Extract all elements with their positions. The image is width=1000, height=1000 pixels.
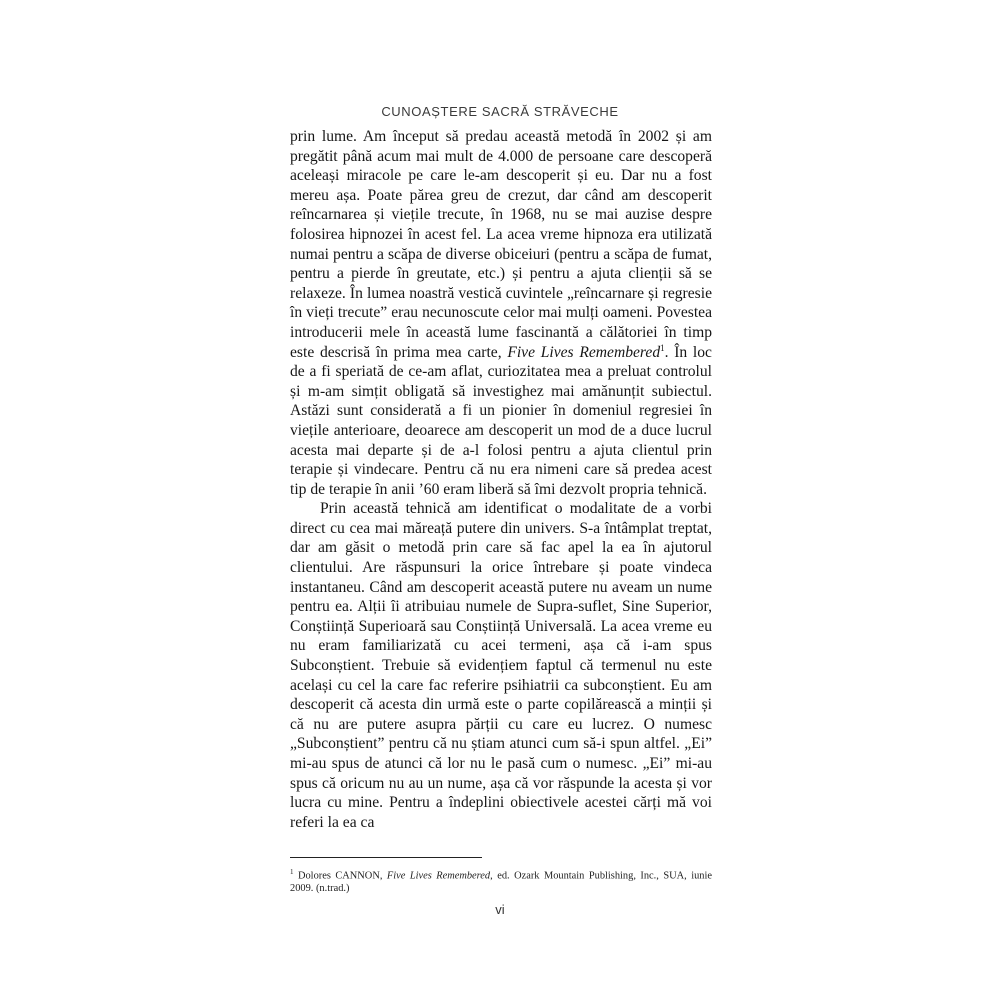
paragraph-1 [290, 127, 712, 499]
footnote-divider [290, 857, 482, 858]
footnote-title: Five Lives Remembered [386, 870, 491, 882]
paragraph-1-part-a: prin lume. Am început să predau această metodă în 2002 și am pregătit până acum mai mult de 4.000 de persoane care descoperă aceleași miracole pe care le-am descoperit și eu. Dar nu a fost mereu așa. Poate părea greu de crezut, dar când am descoperit reîncarnarea și viețile trecute, în 1968, nu se mai auzise despre folosirea hipnozei în acest fel. La acea vreme hipnoza era utilizată numai pentru a scăpa de diverse obiceiuri (pentru a scăpa de fumat, pentru a pierde în greutate, etc.) și pentru a ajuta clienții să se relaxeze. În lumea noastră vestică cuvintele „reîncarnare și regresie în vieți trecute” erau necunoscute celor mai mulți oameni. Povestea introducerii mele în această lume fascinantă a călătoriei în timp este descrisă în prima mea carte, [290, 128, 712, 361]
paragraph-1-part-b: . În loc de a fi speriată de ce-am aflat, curiozitatea mea a preluat controlul și m-am simțit obligată să investighez mai amănunțit subiectul. Astăzi sunt considerată a fi un pionier în domeniul regresiei în viețile anterioare, deoarece am descoperit un mod de a duce lucrul acesta mai departe și de a-l folosi pentru a ajuta clientul prin terapie și vindecare. Pentru că nu era nimeni care să predea acest tip de terapie în anii ’60 eram liberă să îmi dezvolt propria tehnică. [290, 343, 712, 498]
page-number: vi [495, 902, 505, 917]
book-title: Five Lives Remembered [507, 343, 661, 361]
footnote [290, 866, 712, 895]
footnote-author: Dolores CANNON, [293, 870, 387, 882]
footnote-number: 1 [290, 868, 294, 876]
running-head: CUNOAȘTERE SACRĂ STRĂVECHE [381, 104, 619, 119]
footnote-details: , ed. Ozark Mountain Publishing, Inc., SUA, iunie 2009. (n.trad.) [290, 870, 712, 895]
paragraph-2: Prin această tehnică am identificat o modalitate de a vorbi direct cu cea mai măreață putere din univers. S-a întâmplat treptat, dar am găsit o metodă prin care să fac apel la ea în ajutorul clientului. Are răspunsuri la orice întrebare și poate vindeca instantaneu. Când am descoperit această putere nu aveam un nume pentru ea. Alții îi atribuiau numele de Supra-suflet, Sine Superior, Conștiință Superioară sau Conștiință Universală. La acea vreme eu nu eram familiarizată cu acei termeni, așa că i-am spus Subconștient. Trebuie să evidențiem faptul că termenul nu este același cu cel la care fac referire psihiatrii ca subconștient. Eu am descoperit că acesta din urmă este o parte copilărească a minții și că nu are putere asupra părții cu care eu lucrez. O numesc „Subconștient” pentru că nu știam atunci cum să-i spun altfel. „Ei” mi-au spus de atunci că lor nu le pasă cum o numesc. „Ei” mi-au spus că oricum nu au un nume, așa că vor răspunde la acesta și vor lucra cu mine. Pentru a îndeplini obiectivele acestei cărți mă voi referi la ea ca [290, 500, 712, 831]
main-text [290, 127, 712, 832]
footnote-ref: 1 [660, 342, 665, 353]
